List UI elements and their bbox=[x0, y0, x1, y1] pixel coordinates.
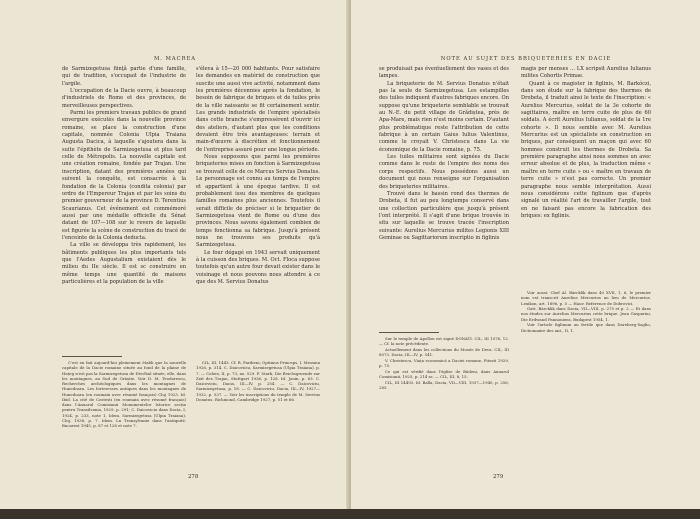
paragraph: magis per menses ... LX scripsit Aurelius Iulianus milites Cohortis Primae. bbox=[521, 66, 651, 80]
paragraph: de Sarmizegetusa fiinţă partie d'une famille, qui de tradition, s'occupait de l'industrie de l'argile. bbox=[62, 66, 186, 87]
paragraph: Le four dégagé en 1943 servait uniquement à la cuisson des briques. M. Oct. Floca suppose toutefois qu'un autre four devait exister dans le voisinage et nous pouvons nous attendre à ce que des M. Servius Donatus bbox=[196, 249, 320, 285]
left-column-1 bbox=[62, 66, 186, 286]
right-running-head: NOTE AU SUJET DES BRIQUETERIES EN DACIE bbox=[440, 56, 612, 62]
footnote: CIL, III, 1443. Cf. R. Paribeni, Optimus Princeps, I, Messina 1926, p. 314. C. Daicoviciu, Sarmizegetusa (Ulpia Traiana), p. 7. — Cohen, II, p. 73, no. 529. F. Stark, Die Reichsgruende zur Zeit des Trajan, Stuttgart 1936, p. 128. Id. Jonin, p. 63. C. Daicoviciu, Dacia, III—IV, p. 254. — C. Daicoviciu, Sarmizegetusa, p. 18. — C. Daicoviciu, Dacia, III—IV, 1927—1932, p. 537. — Voir les inscriptions du temple de M. Servius Donatus. Richmond, Cambridge 1927, p. 51 et 66. bbox=[196, 360, 321, 402]
footnote: Ce qui est vérifié dans l'église de Bădeni, dans Anuarul Comisiunii, 1925, p. 214 ss. — CIL, III, 8, 15. bbox=[379, 368, 509, 379]
right-column-2 bbox=[521, 66, 651, 220]
footnote: Voir l'article figlinum au fertile que dans Dareberg-Saglio, Dictionnaire des ant., II, 1. bbox=[521, 322, 651, 333]
paragraph: s'éleva à 15—20 000 habitants. Pour satisfaire les demandes en matériel de construction que suscite une aussi vive activité, notamment dans les premières décennies après la fondation, le besoin de fabrique de briques et de tuiles près de la ville naissante se fit certainement sentir. Les grands industriels de l'empire spécialisés dans cette branche s'empressèrent d'ouvrir ici des ateliers, d'autant plus que les conditions devaient être très avantageuses: terrain et main-d'œuvre à discrétion et fonctionnement de l'entreprise assuré pour une longue période. bbox=[196, 66, 320, 153]
left-running-head: M. MACREA bbox=[153, 56, 197, 62]
paragraph: Parmi les premiers travaux publics de grand envergure exécutés dans la nouvelle province romaine, se place la construction d'une capitale, nommée Colonia Ulpia Traiana Augusta Dacica, à laquelle s'ajoutera dans la suite l'épithète de Sarmizegetusa et plus tard celle de Métropolis. La nouvelle capitale est une création romaine, fondée par Trajan. Une inscription, datant des premières années qui suivent la conquête, est consacrée à la fondation de la Colonia (condita colonia) par ordre de l'Empereur Trajan et par les soins du premier gouverneur de la province D. Terentius Scaurianus. Cet événement est commémoré aussi par une médaille officielle du Sénat datant de 107—108 sur le revers de laquelle est figurée la scène de construction du tracé de l'enceinte de la Colonia deducta. bbox=[62, 110, 186, 241]
footnote: Voir aussi: Chef Al. Bärcklik dans 40 XVII, 1, 6, le premier nom est transcrit Aurelius Mercurius au lieu de Mercurius. Lexikon, art. 1896, p. 5 — Hauv. Reference de Dobrovici. bbox=[521, 290, 651, 306]
paragraph: L'occupation de la Dacie ouvre, à beaucoup d'industriels de Rome et des provinces, de merveilleuses perspectives. bbox=[62, 88, 186, 109]
right-page bbox=[351, 0, 700, 519]
footnote-rule bbox=[379, 332, 439, 333]
paragraph: Nous supposons que parmi les premières briqueteries mises en fonction à Sarmizegetusa se trouvait celle de ce Marcus Servius Donatus. Le personnage est connu au temps de l'empire et appartient à une époque tardive. Il est probablement issu des membres de quelques familles romaines plus anciennes. Toutefois il serait difficile de préciser si le briquetier de Sarmizegetusa vient de Rome ou d'une des provinces. Nous savons également combien de temps fonctionna sa fabrique. Jusqu'à présent nous ne trouvons ses produits qu'à Sarmizegetusa. bbox=[196, 154, 320, 249]
footnote: Actuellement dans les collections du Musée de Deva. CIL, III 8073. Dacia, III—IV, p. 541. bbox=[379, 346, 509, 358]
footnote: V. Christescu, Viața economică a Daciei romane, Pitești 1929, p. 75. bbox=[379, 357, 509, 369]
right-footnotes-1 bbox=[379, 336, 509, 390]
footnote: CIL, III 14493. Id. Balla, Dacia, VII—VIII, 1937—1940, p. 256, 285. bbox=[379, 379, 509, 390]
left-page-number: 278 bbox=[188, 474, 199, 480]
paragraph: se produisait pas éventuellement des vases et des lampes. bbox=[379, 66, 509, 80]
footnote: Sur le temple de Apollon est signé DONATI. CIL, III 1076, 12. — Cf. la note précédente. bbox=[379, 336, 509, 347]
footnote: Gatt. Bärcklik dans Dacia, VII—VIII, p. 275 et p. 2 — Et dans nos études sur Aurelius Mercurius cette brique. Jean Gasparini, Die Erdwand Pannoniens, Budapest 1954, 1. bbox=[521, 306, 651, 322]
paragraph: La briqueterie de M. Servius Donatus n'était pas la seule de Sarmizegetusa. Les estampilles des tuiles indiquent d'autres fabriques encore. On suppose qu'une briqueterie semblable se trouvait au N.-E. du petit village de Grădiștea, près de Apa-Mare, mais rien n'est moins certain. D'autant plus problématique reste l'attribution de cette fabrique à un certain Gaius Iulius Valentinus, comme le croyait V. Christescu dans La vie économique de la Dacie romaine, p. 75. bbox=[379, 80, 509, 153]
book-edge bbox=[0, 509, 700, 519]
footnote: C'est en fait aujourd'hui pleinement établi que la nouvelle capitale de la Dacie romaine située au fond de la plaine de Hațeg n'est pas la Sarmizegetusa de Décébal située, elle, dans les montagnes, au Sud de Orăștie. Voir D. M. Teodorescu, Recherches archéologiques dans les montagnes de Hunedoara. Les forteresses antiques dans les montagnes de Hunedoara (en roumain avec résumé français) Cluj 1923. Id. Ibid. La cité de Costești (en roumain avec résumé français) dans l'Anuarul Comisiunii Monumentelor Istorice secția pentru Transilvania, 1929, p. 291; C. Daicoviciu dans Dacia, I, 1924, p. 233, note 1, Idem. Sarmizegetusa (Ulpia Traiana), Cluj, 1938, p. 7. Idem. La Transylvanie dans l'antiquité. Bucarest 1945, p. 87 et 128 et note 7. bbox=[62, 360, 186, 428]
right-page-number: 279 bbox=[493, 474, 504, 480]
paragraph: Les tuiles militaires sont signées du Dacie comme dans le reste de l'empire des noms des corps respectifs. Nous possédons aussi un document qui nous renseigne sur l'organisation des briqueteries militaires. bbox=[379, 154, 509, 190]
left-column-2 bbox=[196, 66, 320, 286]
paragraph: Trouvé dans le bassin rond des thermes de Drobeta, il fut au peu longtemps conservé dans une collection particulière que jusqu'à présent l'ont interprété. Il s'agit d'une brique trouvée in situ sur laquelle se trouve tracée l'inscription suivante: Aurelius Mercurius milites Legionis XIII Geminae ou Sagittariorum inscriptio in figlinis bbox=[379, 190, 509, 241]
footnote-rule bbox=[62, 356, 122, 357]
paragraph: La ville se développa très rapidement, les bâtiments publiques les plus importants tels que l'Aedes Augustalium existaient dès le milieu du IIe siècle. Il est sc construire en même temps une quantité de maisons particulières et la population de la ville bbox=[62, 242, 186, 285]
right-column-1 bbox=[379, 66, 509, 242]
right-footnotes-2 bbox=[521, 290, 651, 333]
paragraph: Quant à ce magister in figlinis, M. Barkóczi, dans son étude sur la fabrique des thermes de Drobeta, il traduit ainsi le texte de l'inscription: « Aurelius Mercurius, soldat de la 3e cohorte de sagittaires, maître en terre cuite de plus de 60 soldats. A écrit Aurelius Iulianus, soldat de la 1re cohorte ». Il nous semble avec M. Aurelius Mercurius est un spécialiste en construction en briques, par conséquent un maçon qui avec 60 hommes construit les thermes de Drobeta. Sa première paragraphe ainsi nous sommes un avec erreur absolue et de plus, la traduction même « maître en terre cuite » ou « maître en travaux de terre cuite » n'est pas correcte. Un premier paragraphe nous semble interprétation. Aussi nous considérons cette figlinum que d'après signalé un réalité l'art de travailler l'argile, tout en ne faisant pas encore la fabrication des briques: ex figlinis. bbox=[521, 80, 651, 219]
left-footnotes-1 bbox=[62, 360, 186, 429]
left-footnotes-2 bbox=[196, 360, 320, 402]
left-page bbox=[0, 0, 349, 519]
